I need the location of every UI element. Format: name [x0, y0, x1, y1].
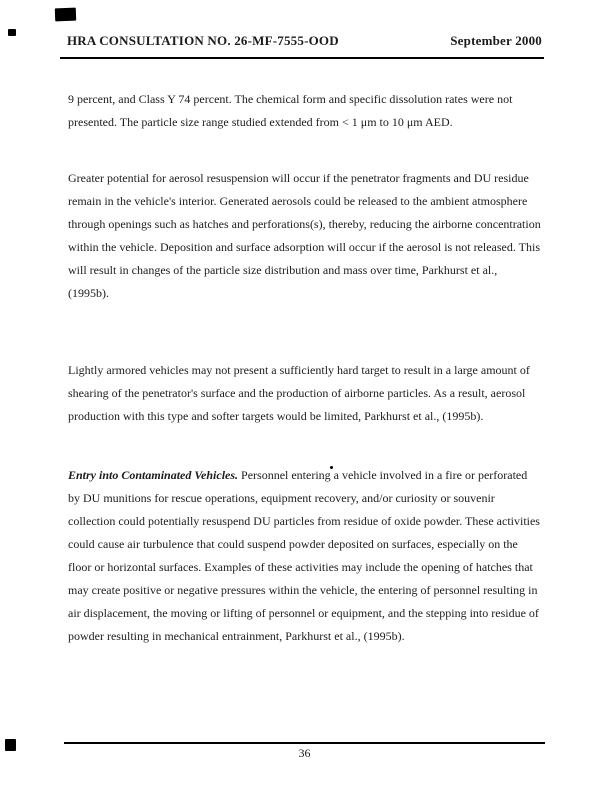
scan-artifact-top [55, 8, 76, 22]
paragraph-dissolution-rates: 9 percent, and Class Y 74 percent. The chemical form and specific dissolution rates were not presented. The particle size range studied extended from < 1 μm to 10 μm AED. [68, 92, 513, 129]
paragraph-lightly-armored-vehicles: Lightly armored vehicles may not present a sufficiently hard target to result in a large amount of shearing of the penetrator's surface and the production of airborne particles. As a result, aerosol production with this type and softer targets would be limited, Parkhurst et al., (1995b). [68, 363, 530, 423]
paragraph-lead-body: Personnel entering a vehicle involved in a fire or perforated by DU munitions for rescue operations, equipment recovery, and/or curiosity or souvenir collection could potentially resuspend DU particles from residue of oxide powder. These activities could cause air turbulence that could suspend powder deposited on surfaces, especially on the floor or horizontal surfaces. Examples of these activities may include the opening of hatches that may create positive or negative pressures within the vehicle, the entering of personnel resulting in air displacement, the moving or lifting of personnel or equipment, and the stepping into residue of powder resulting in mechanical entrainment, Parkhurst et al., (1995b). [68, 468, 540, 643]
paragraph-aerosol-resuspension: Greater potential for aerosol resuspension will occur if the penetrator fragments and DU residue remain in the vehicle's interior. Generated aerosols could be released to the ambient atmosphere through openings such as hatches and perforations(s), thereby, reducing the airborne concentration within the vehicle. Deposition and surface adsorption will occur if the aerosol is not released. This will result in changes of the particle size distribution and mass over time, Parkhurst et al., (1995b). [68, 171, 541, 300]
page-footer [64, 742, 545, 761]
document-body [68, 88, 541, 648]
header-date: September 2000 [450, 33, 542, 48]
page-number: 36 [298, 746, 311, 760]
paragraph-lead-heading: Entry into Contaminated Vehicles. [68, 468, 239, 482]
consultation-number: HRA CONSULTATION NO. 26-MF-7555-OOD [67, 33, 339, 48]
scan-artifact-bottom [5, 739, 16, 751]
scan-artifact-left [8, 29, 16, 36]
page-header [60, 33, 544, 59]
paragraph-entry-contaminated-vehicles [68, 464, 541, 648]
